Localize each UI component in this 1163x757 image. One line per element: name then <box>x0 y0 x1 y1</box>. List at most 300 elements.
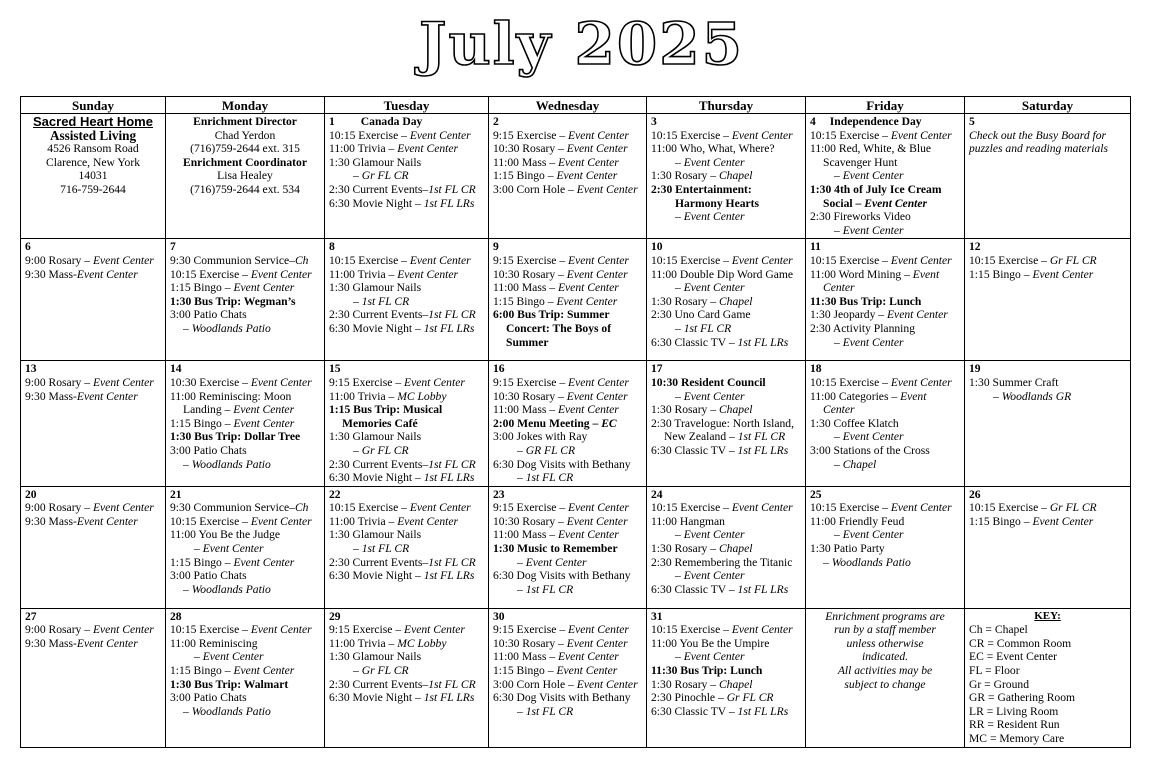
activity-location: Event <box>900 389 927 403</box>
coordinator-name: Lisa Healey <box>217 169 273 183</box>
activity-text: 11:00 Trivia – <box>329 142 398 156</box>
activity-text: – <box>834 335 843 349</box>
activity-text: – <box>993 389 1002 403</box>
activity-text: 6:30 Movie Night – <box>329 471 424 485</box>
activity-text: 9:15 Exercise – <box>493 501 569 515</box>
activity-text: 1:15 Bingo – <box>493 169 557 183</box>
activity-line <box>493 183 642 197</box>
activity-text: – <box>517 582 526 596</box>
activity-location: Center <box>823 281 855 295</box>
activity-line <box>170 637 320 651</box>
activity-text: 1:30 Bus Trip: Wegman’s <box>170 294 296 308</box>
activity-line <box>651 254 801 268</box>
activity-text: 1:30 Glamour Nails <box>329 528 422 542</box>
activity-text: 9:30 Mass- <box>25 636 77 650</box>
activity-location: MC Lobby <box>397 636 447 650</box>
note-line: unless otherwise <box>846 636 924 650</box>
day-number: 18 <box>810 362 822 376</box>
activity-location: Ch <box>294 501 309 515</box>
activity-text: 10:15 Exercise – <box>651 501 732 515</box>
activity-location: 1st FL CR <box>428 182 476 196</box>
activity-text: 9:30 Mass- <box>25 389 77 403</box>
activity-location: GR FL CR <box>525 443 576 457</box>
activity-text: 1:15 Bingo – <box>969 267 1033 281</box>
activity-line <box>25 376 161 390</box>
activity-line <box>329 417 484 431</box>
activity-location: Event Center <box>557 528 619 542</box>
activity-text: Summer <box>506 335 549 349</box>
day-number: 7 <box>170 240 176 254</box>
activity-line <box>969 268 1126 282</box>
activity-text: 10:15 Exercise – <box>329 501 410 515</box>
activity-line <box>651 583 801 597</box>
activity-location: 1st FL LRs <box>423 691 475 705</box>
day-number <box>810 115 960 129</box>
activity-text: 10:30 Rosary – <box>493 389 567 403</box>
activity-text: 10:15 Exercise – <box>651 128 732 142</box>
activity-location: Event Center <box>233 664 295 678</box>
day-cell-30 <box>489 608 647 747</box>
activity-text: 9:00 Rosary – <box>25 623 93 637</box>
activity-text: 10:15 Exercise – <box>170 514 251 528</box>
activity-location: Chapel <box>718 677 753 691</box>
activity-text: 1:30 Rosary – <box>651 677 719 691</box>
activity-line <box>170 268 320 282</box>
activity-location: Woodlands Patio <box>191 321 271 335</box>
day-cell-25 <box>806 486 965 608</box>
day-number: 9 <box>493 240 499 254</box>
activity-text: 6:30 Classic TV – <box>651 582 738 596</box>
note-line: run by a staff member <box>834 623 936 637</box>
activity-line <box>329 542 484 556</box>
activity-location: Event Center <box>683 210 745 224</box>
activity-line <box>329 691 484 705</box>
day-cell-11 <box>806 239 965 361</box>
activity-location: Event Center <box>842 528 904 542</box>
activity-text: 10:15 Exercise – <box>810 253 891 267</box>
activity-text: 1:30 Glamour Nails <box>329 650 422 664</box>
activity-text: Concert: The Boys of <box>506 321 612 335</box>
activity-text: 9:15 Exercise – <box>493 375 569 389</box>
activity-line <box>493 336 642 350</box>
activity-line <box>493 430 642 444</box>
activity-text: 2:30 Current Events– <box>329 182 429 196</box>
coordinator-phone: (716)759-2644 ext. 534 <box>190 182 300 196</box>
calendar-grid <box>20 96 1131 748</box>
activity-text: – <box>183 321 192 335</box>
activity-line <box>25 501 161 515</box>
day-number: 2 <box>493 115 499 128</box>
activity-text: 9:30 Mass- <box>25 267 77 281</box>
day-cell-10 <box>647 239 806 361</box>
activity-text: 11:00 Trivia – <box>329 389 398 403</box>
key-item: CR = Common Room <box>969 636 1072 650</box>
activity-line <box>329 376 484 390</box>
director-title: Enrichment Director <box>193 115 297 128</box>
activity-text: 10:30 Exercise – <box>170 375 251 389</box>
activity-text: – <box>194 650 203 664</box>
activity-text: 11:00 Mass – <box>493 281 558 295</box>
activity-location: Event Center <box>404 623 465 637</box>
activity-location: Event Center <box>576 677 638 691</box>
activity-location: Chapel <box>718 169 753 183</box>
activity-line <box>329 183 484 197</box>
activity-text: 2:30 Current Events– <box>329 457 429 471</box>
day-cell-3 <box>647 114 806 239</box>
activity-line <box>810 210 960 224</box>
activity-location: Event Center <box>76 389 138 403</box>
activity-text: 1:30 Rosary – <box>651 542 719 556</box>
activity-location: Event Center <box>864 196 928 210</box>
day-number: 12 <box>969 240 981 254</box>
activity-location: Event Center <box>76 267 138 281</box>
activity-line <box>651 308 801 322</box>
activity-text: 2:00 Menu Meeting – <box>493 416 602 430</box>
activity-location: Gr FL CR <box>726 691 774 705</box>
activity-text: 11:00 Mass – <box>493 403 558 417</box>
weekday-monday: Monday <box>166 97 325 114</box>
activity-text: – <box>675 389 684 403</box>
activity-line <box>651 183 801 197</box>
activity-text: 10:15 Exercise – <box>810 375 891 389</box>
activity-line <box>493 444 642 458</box>
activity-line <box>170 569 320 583</box>
activity-line <box>170 664 320 678</box>
activity-text: 6:30 Classic TV – <box>651 443 738 457</box>
activity-location: Gr FL CR <box>1049 253 1097 267</box>
day-cell-27 <box>21 608 166 747</box>
day-cell-15 <box>325 361 489 486</box>
day-cell-9 <box>489 239 647 361</box>
day-cell-29 <box>325 608 489 747</box>
activity-text: – <box>183 457 192 471</box>
activity-line <box>493 308 642 322</box>
day-cell-1 <box>325 114 489 239</box>
activity-line <box>651 528 801 542</box>
week-row-3 <box>21 361 1131 486</box>
activity-text: 9:00 Rosary – <box>25 253 93 267</box>
activity-line <box>651 623 801 637</box>
activity-text: 1:30 Glamour Nails <box>329 430 422 444</box>
activity-location: Event Center <box>576 182 638 196</box>
day-number: 21 <box>170 487 182 501</box>
day-cell-21 <box>166 486 325 608</box>
activity-line <box>493 471 642 485</box>
activity-location: Event Center <box>886 308 948 322</box>
activity-location: Event Center <box>683 281 745 295</box>
activity-location: Event Center <box>890 253 952 267</box>
activity-text: 9:00 Rosary – <box>25 501 93 515</box>
activity-line <box>329 458 484 472</box>
activity-text: 1:15 Bingo – <box>969 514 1033 528</box>
facility-address: 4526 Ransom Road <box>47 142 139 156</box>
weekday-thursday: Thursday <box>647 97 806 114</box>
activity-text: 1:15 Bingo – <box>170 555 234 569</box>
activity-text: – <box>353 664 362 678</box>
activity-location: Gr FL CR <box>361 664 409 678</box>
activity-line <box>25 390 161 404</box>
activity-text: 11:30 Bus Trip: Lunch <box>651 664 763 678</box>
activity-line <box>493 156 642 170</box>
activity-line <box>170 650 320 664</box>
activity-line <box>493 664 642 678</box>
activity-location: 1st FL LRs <box>737 704 789 718</box>
activity-line <box>651 664 801 678</box>
activity-text: 2:30 Current Events– <box>329 555 429 569</box>
activity-line <box>170 458 320 472</box>
activity-line <box>651 336 801 350</box>
activity-line <box>25 637 161 651</box>
activity-location: Event Center <box>890 128 952 142</box>
activity-location: Gr FL CR <box>361 169 409 183</box>
day-cell-5 <box>965 114 1131 239</box>
activity-line <box>329 528 484 542</box>
activity-line <box>329 197 484 211</box>
activity-text: Landing – <box>183 403 234 417</box>
activity-line <box>810 254 960 268</box>
activity-text: 2:30 Fireworks Video <box>810 210 911 224</box>
activity-location: 1st FL LRs <box>423 471 475 485</box>
activity-text: 1:15 Bingo – <box>493 294 557 308</box>
activity-text: 9:15 Exercise – <box>329 375 405 389</box>
key-item: RR = Resident Run <box>969 718 1060 732</box>
activity-line <box>969 515 1126 529</box>
facility-phone: 716-759-2644 <box>60 182 126 196</box>
activity-line <box>651 197 801 211</box>
activity-line <box>25 623 161 637</box>
activity-text: 3:00 Corn Hole – <box>493 182 577 196</box>
facility-zip: 14031 <box>78 169 108 183</box>
weekday-wednesday: Wednesday <box>489 97 647 114</box>
day-cell-31 <box>647 608 806 747</box>
busy-board-note: Check out the Busy Board for puzzles and reading materials <box>969 128 1109 156</box>
activity-text: – <box>675 281 684 295</box>
activity-text: 11:00 Reminiscing <box>170 636 258 650</box>
activity-text: 6:30 Classic TV – <box>651 704 738 718</box>
activity-line <box>493 376 642 390</box>
activity-line <box>493 268 642 282</box>
day-cell-20 <box>21 486 166 608</box>
key-item: LR = Living Room <box>969 704 1059 718</box>
activity-location: Event Center <box>409 128 471 142</box>
activity-location: Event Center <box>568 128 629 142</box>
activity-line <box>170 403 320 417</box>
activity-line <box>329 664 484 678</box>
activity-text: 2:30 Activity Planning <box>810 321 915 335</box>
enrichment-note-box <box>806 608 965 747</box>
activity-text: 9:30 Communion Service– <box>170 501 295 515</box>
activity-line <box>493 569 642 583</box>
activity-text: – <box>675 650 684 664</box>
activity-location: Woodlands Patio <box>191 704 271 718</box>
day-number: 20 <box>25 487 37 501</box>
activity-line <box>170 430 320 444</box>
activity-location: 1st FL LRs <box>423 569 475 583</box>
activity-text: 3:00 Patio Chats <box>170 443 247 457</box>
activity-line <box>329 129 484 143</box>
activity-line <box>329 650 484 664</box>
key-item: GR = Gathering Room <box>969 691 1076 705</box>
day-number: 24 <box>651 487 663 501</box>
activity-line <box>810 308 960 322</box>
activity-location: Event Center <box>250 267 312 281</box>
activity-text: 10:30 Resident Council <box>651 375 766 389</box>
activity-line <box>651 515 801 529</box>
activity-text: – <box>353 443 362 457</box>
activity-line <box>493 417 642 431</box>
activity-location: 1st FL LRs <box>737 335 789 349</box>
activity-line <box>651 295 801 309</box>
activity-line <box>651 390 801 404</box>
activity-text: 10:15 Exercise – <box>329 128 410 142</box>
activity-line <box>170 528 320 542</box>
day-number: 11 <box>810 240 821 254</box>
activity-text: 3:00 Patio Chats <box>170 308 247 322</box>
activity-text: 9:15 Exercise – <box>329 623 405 637</box>
activity-line <box>810 444 960 458</box>
activity-line <box>25 268 161 282</box>
week-row-4 <box>21 486 1131 608</box>
activity-line <box>810 458 960 472</box>
activity-line <box>493 583 642 597</box>
activity-text: 1:30 Rosary – <box>651 169 719 183</box>
key-item: Ch = Chapel <box>969 623 1028 637</box>
activity-location: Event Center <box>76 514 138 528</box>
activity-location: Event Center <box>250 375 312 389</box>
activity-location: Woodlands Patio <box>191 457 271 471</box>
activity-text: – <box>834 457 843 471</box>
activity-line <box>651 556 801 570</box>
activity-location: Event Center <box>76 636 138 650</box>
activity-text: – <box>183 704 192 718</box>
activity-line <box>651 210 801 224</box>
activity-text: – <box>823 555 832 569</box>
activity-text: 10:15 Exercise – <box>170 623 251 637</box>
day-number-value: 4 <box>810 115 816 128</box>
day-number: 15 <box>329 362 341 376</box>
activity-location: Event Center <box>1032 267 1094 281</box>
activity-line <box>493 623 642 637</box>
activity-location: Event Center <box>842 430 904 444</box>
activity-text: 10:15 Exercise – <box>969 501 1050 515</box>
activity-text: – <box>517 555 526 569</box>
activity-line <box>651 281 801 295</box>
activity-location: Event Center <box>557 650 619 664</box>
activity-text: 3:00 Jokes with Ray <box>493 430 588 444</box>
weekday-saturday: Saturday <box>965 97 1131 114</box>
holiday-label: Independence Day <box>829 115 922 128</box>
activity-line <box>493 637 642 651</box>
activity-location: Event Center <box>683 389 745 403</box>
activity-line <box>651 705 801 719</box>
activity-location: Gr FL CR <box>361 443 409 457</box>
activity-text: 1:30 Rosary – <box>651 294 719 308</box>
activity-line <box>810 129 960 143</box>
activity-line <box>651 142 801 156</box>
activity-line <box>810 156 960 170</box>
activity-line <box>170 444 320 458</box>
activity-line <box>810 295 960 309</box>
activity-line <box>810 528 960 542</box>
day-cell-23 <box>489 486 647 608</box>
activity-location: 1st FL LRs <box>423 196 475 210</box>
activity-location: Event Center <box>92 501 154 515</box>
activity-location: Event Center <box>568 375 629 389</box>
activity-text: 10:30 Rosary – <box>493 636 567 650</box>
activity-location: Event Center <box>842 223 904 237</box>
activity-text: 3:00 Corn Hole – <box>493 677 577 691</box>
activity-text: 1:30 Coffee Klatch <box>810 416 899 430</box>
activity-location: MC Lobby <box>397 389 447 403</box>
activity-line <box>329 390 484 404</box>
activity-text: – <box>517 443 526 457</box>
activity-line <box>651 403 801 417</box>
activity-location: Event Center <box>568 253 629 267</box>
activity-location: Event Center <box>890 501 952 515</box>
activity-line <box>329 515 484 529</box>
day-cell-19 <box>965 361 1131 486</box>
activity-line <box>170 390 320 404</box>
weekday-sunday: Sunday <box>21 97 166 114</box>
activity-line <box>651 430 801 444</box>
activity-line <box>329 403 484 417</box>
activity-text: 1:30 Glamour Nails <box>329 155 422 169</box>
facility-city: Clarence, New York <box>45 155 141 169</box>
activity-text: 1:30 Rosary – <box>651 403 719 417</box>
activity-line <box>170 705 320 719</box>
activity-line <box>651 129 801 143</box>
day-number: 29 <box>329 609 341 623</box>
week-row-5 <box>21 608 1131 747</box>
activity-text: 2:30 Remembering the Titanic <box>651 555 793 569</box>
activity-text: 6:30 Movie Night – <box>329 321 424 335</box>
activity-text: 10:15 Exercise – <box>170 267 251 281</box>
activity-location: 1st FL CR <box>428 457 476 471</box>
activity-text: 1:30 4th of July Ice Cream <box>810 182 942 196</box>
activity-text: 2:30 Pinochle – <box>651 691 727 705</box>
activity-line <box>493 142 642 156</box>
activity-line <box>651 417 801 431</box>
day-cell-14 <box>166 361 325 486</box>
activity-line <box>810 556 960 570</box>
activity-location: Event Center <box>397 142 459 156</box>
activity-location: Event Center <box>842 169 904 183</box>
activity-text: 10:30 Rosary – <box>493 514 567 528</box>
activity-text: 6:30 Movie Night – <box>329 196 424 210</box>
activity-text: 6:00 Bus Trip: Summer <box>493 308 610 322</box>
activity-line <box>651 169 801 183</box>
activity-line <box>493 403 642 417</box>
day-number-value: 1 <box>329 115 335 128</box>
activity-line <box>810 403 960 417</box>
activity-line <box>170 691 320 705</box>
activity-text: – <box>834 169 843 183</box>
activity-location: Event Center <box>683 569 745 583</box>
activity-location: Event Center <box>397 514 459 528</box>
day-cell-16 <box>489 361 647 486</box>
activity-text: 9:00 Rosary – <box>25 375 93 389</box>
activity-text: 11:00 Red, White, & Blue <box>810 142 932 156</box>
activity-text: 11:00 Hangman <box>651 514 725 528</box>
activity-location: Chapel <box>718 294 753 308</box>
activity-line <box>25 515 161 529</box>
activity-line <box>493 691 642 705</box>
activity-line <box>810 542 960 556</box>
activity-line <box>170 623 320 637</box>
activity-line <box>329 430 484 444</box>
activity-text: – <box>353 294 362 308</box>
activity-location: Event <box>912 267 940 281</box>
